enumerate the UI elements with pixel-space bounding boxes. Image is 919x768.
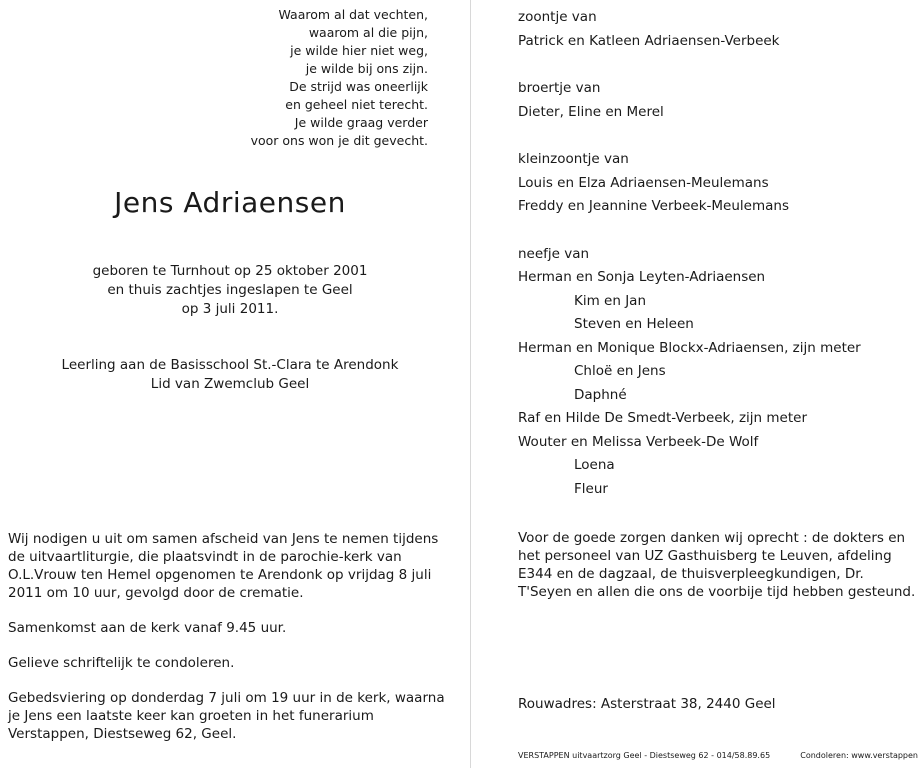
poem-line: je wilde bij ons zijn. <box>305 61 428 76</box>
condolence-website: Condoleren: www.verstappen <box>800 751 918 760</box>
poem-line: Waarom al dat vechten, <box>278 7 428 22</box>
poem-line: waarom al die pijn, <box>308 25 428 40</box>
grandparents: Louis en Elza Adriaensen-Meulemans <box>518 174 769 191</box>
mourning-address: Rouwadres: Asterstraat 38, 2440 Geel <box>518 696 776 712</box>
relative-child: Loena <box>574 457 615 473</box>
poem-line: voor ons won je dit gevecht. <box>250 133 428 148</box>
gathering-time: Samenkomst aan de kerk vanaf 9.45 uur. <box>8 620 287 636</box>
birth-line: en thuis zachtjes ingeslapen te Geel <box>107 282 353 298</box>
relation-label: zoontje van <box>518 9 597 25</box>
relation-label: broertje van <box>518 80 601 96</box>
poem-line: Je wilde graag verder <box>294 115 428 130</box>
relative-child: Chloë en Jens <box>574 363 666 379</box>
condolence-note: Gelieve schriftelijk te condoleren. <box>8 655 235 671</box>
relative: Herman en Monique Blockx-Adriaensen, zijn meter <box>518 339 861 356</box>
birth-line: geboren te Turnhout op 25 oktober 2001 <box>92 263 368 279</box>
poem-line: De strijd was oneerlijk <box>289 79 428 94</box>
relation-label: neefje van <box>518 245 590 262</box>
relation-label: kleinzoontje van <box>518 151 629 167</box>
card-fold <box>470 0 471 768</box>
grandparents: Freddy en Jeannine Verbeek-Meulemans <box>518 198 789 214</box>
funeral-home-info: VERSTAPPEN uitvaartzorg Geel - Diestseweg 62 - 014/58.89.65 <box>518 751 771 760</box>
poem-line: en geheel niet terecht. <box>285 97 428 112</box>
siblings: Dieter, Eline en Merel <box>518 103 664 120</box>
funeral-invitation <box>8 530 458 760</box>
relative-child: Steven en Heleen <box>574 316 694 332</box>
relative: Raf en Hilde De Smedt-Verbeek, zijn meter <box>518 410 807 426</box>
relative-child: Kim en Jan <box>574 292 647 309</box>
footer <box>518 751 918 760</box>
school-line: Leerling aan de Basisschool St.-Clara te Arendonk <box>61 357 399 373</box>
relative-child: Fleur <box>574 480 608 497</box>
birth-death-info <box>20 262 440 319</box>
thanks-text: Voor de goede zorgen danken wij oprecht : de dokters en het personeel van UZ Gasthuisberg te Leuven, afdeling E344 en de dagzaal, de thuisverpleegkundigen, Dr. T'Seyen en allen die ons de voorbije tijd hebben gesteund. <box>518 530 916 600</box>
deceased-name: Jens Adriaensen <box>114 186 346 219</box>
relative-child: Daphné <box>574 386 627 403</box>
relative: Wouter en Melissa Verbeek-De Wolf <box>518 433 759 450</box>
relative: Herman en Sonja Leyten-Adriaensen <box>518 269 766 285</box>
parents: Patrick en Katleen Adriaensen-Verbeek <box>518 32 780 49</box>
poem-line: je wilde hier niet weg, <box>290 43 428 58</box>
prayer-service: Gebedsviering op donderdag 7 juli om 19 uur in de kerk, waarna je Jens een laatste keer kan groeten in het funerarium Verstappen, Diestseweg 62, Geel. <box>8 690 445 742</box>
affiliations <box>20 356 440 394</box>
poem <box>200 6 428 150</box>
birth-line: op 3 juli 2011. <box>181 301 279 317</box>
family-list <box>518 6 913 501</box>
funeral-details: Wij nodigen u uit om samen afscheid van Jens te nemen tijdens de uitvaartliturgie, die plaatsvindt in de parochie-kerk van O.L.Vrouw ten Hemel opgenomen te Arendonk op vrijdag 8 juli 2011 om 10 uur, gevolgd door de crematie. <box>8 531 439 601</box>
club-line: Lid van Zwemclub Geel <box>150 376 310 392</box>
